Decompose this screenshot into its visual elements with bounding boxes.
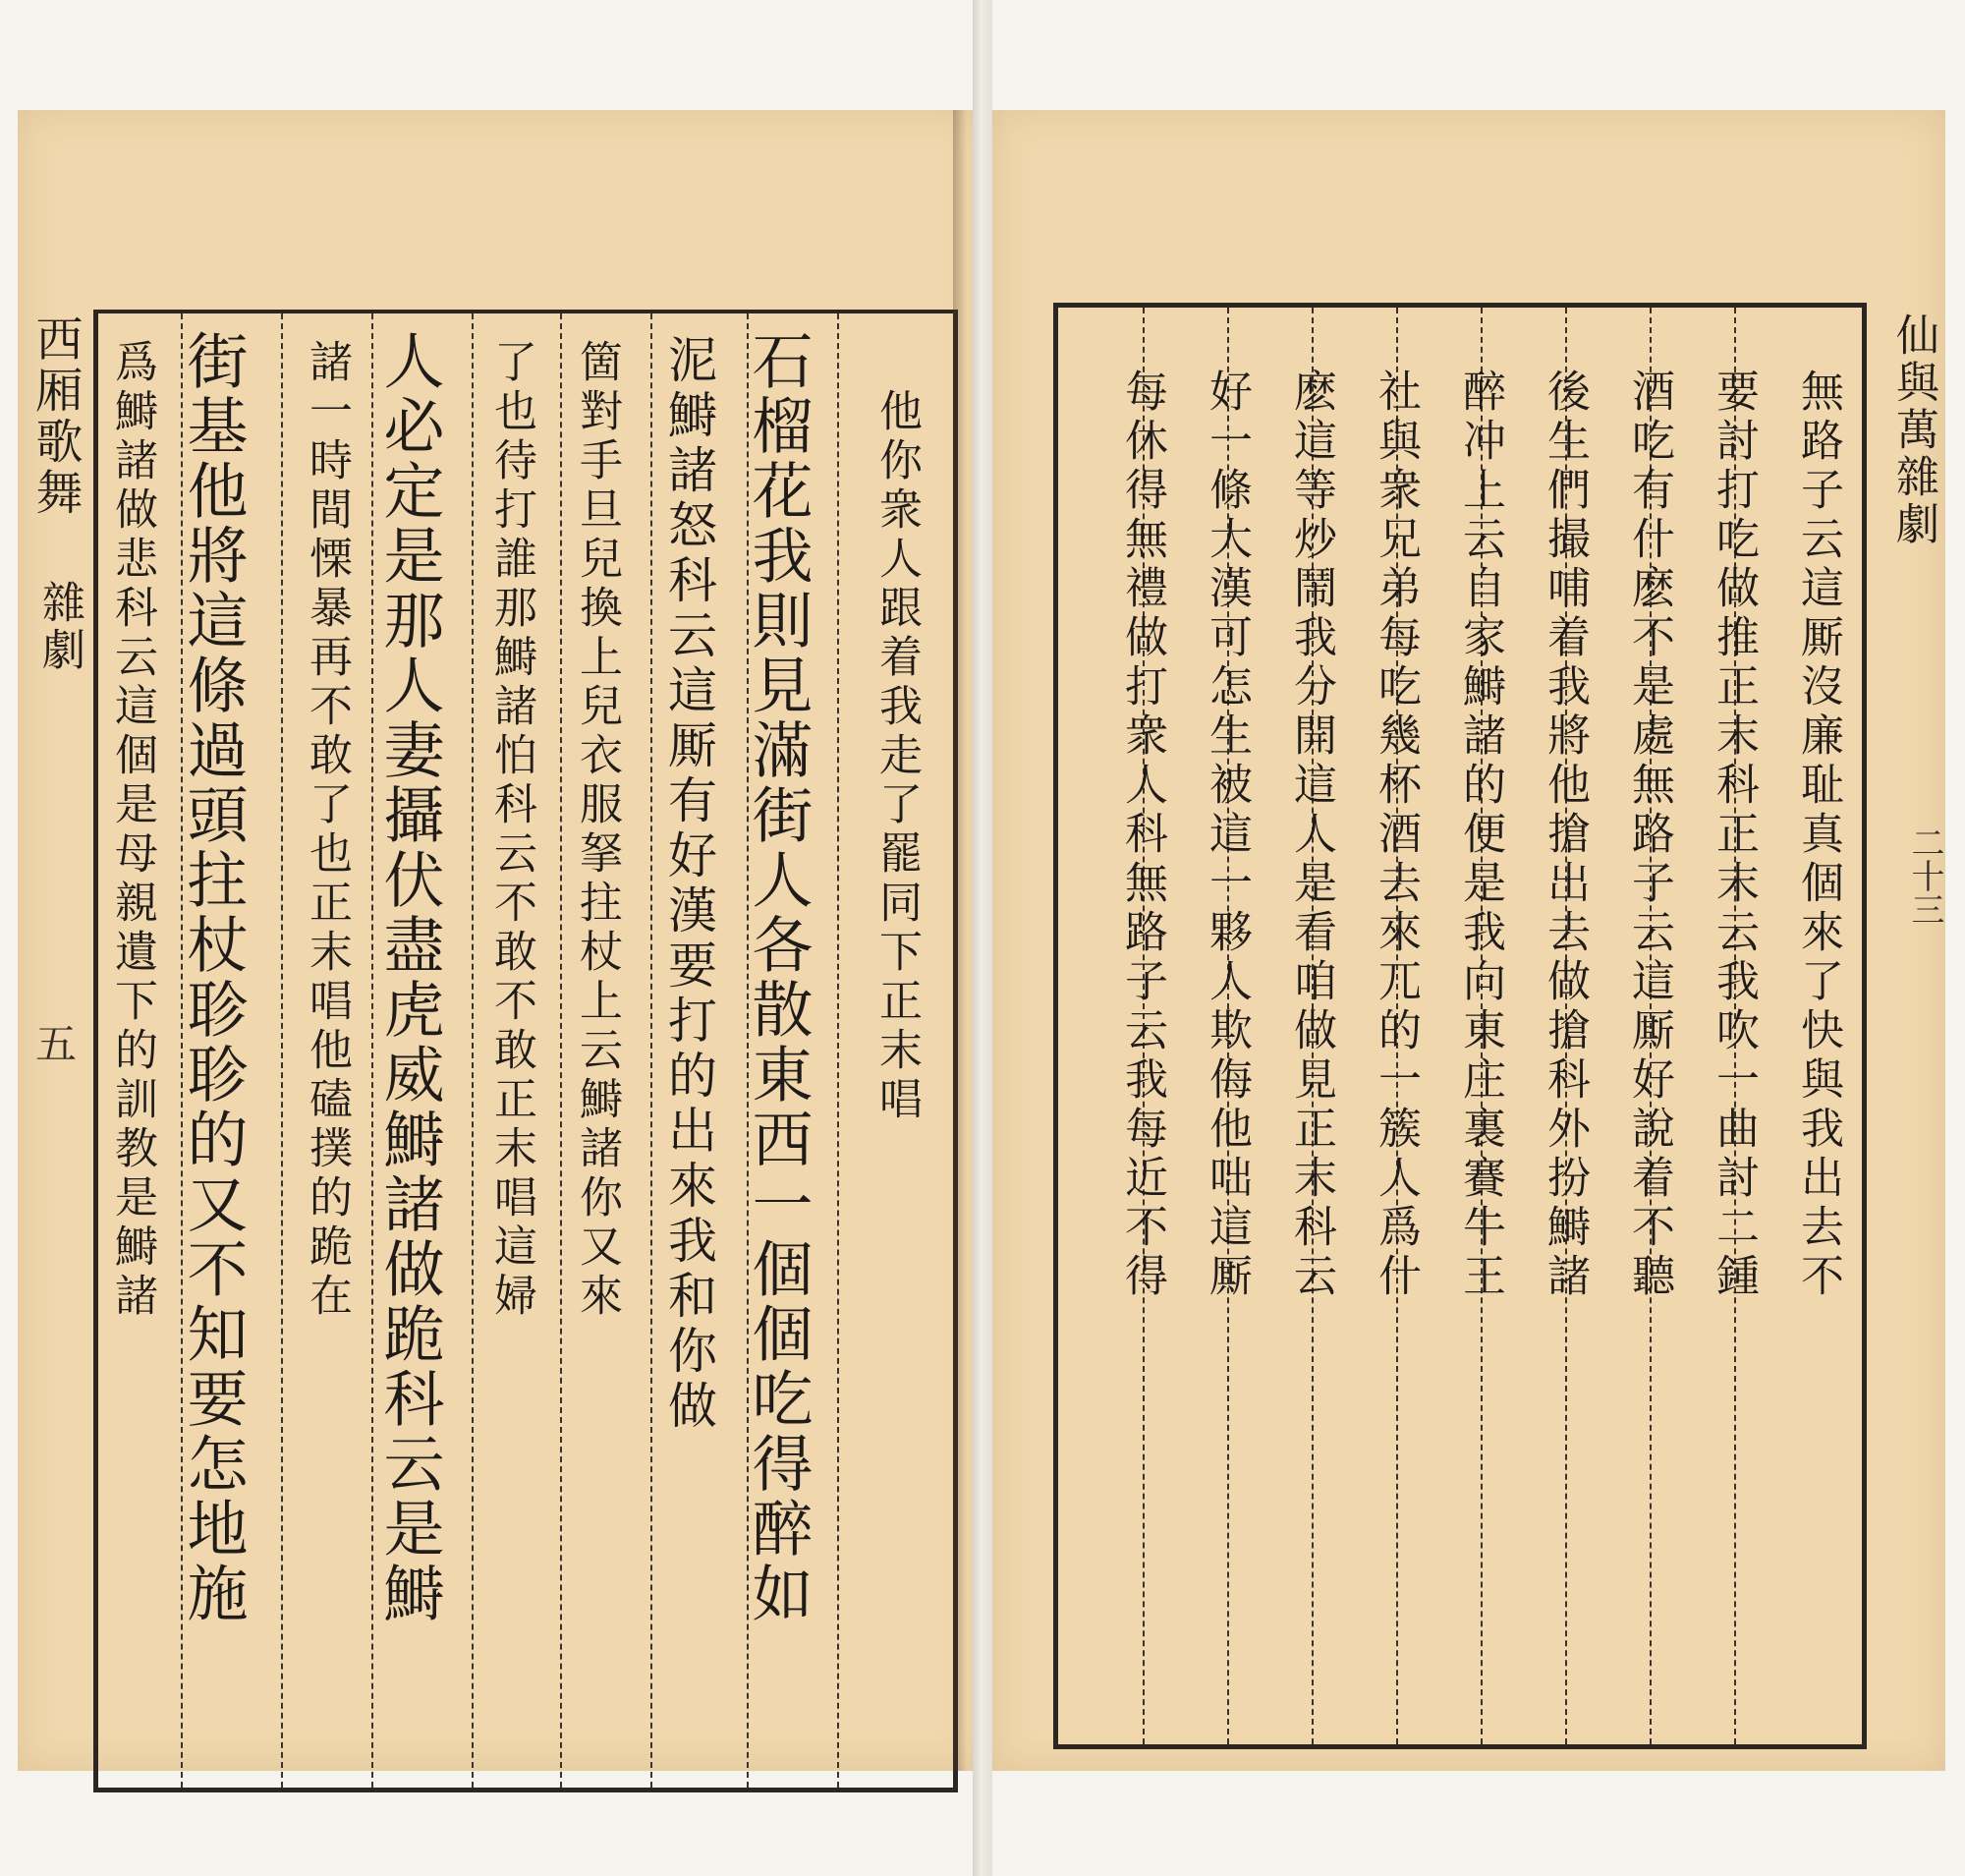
- right-column-2: 要討打吃做推正末科正末云我吹一曲討二鍾: [1709, 369, 1759, 1302]
- book-gutter: [973, 0, 994, 1876]
- right-column-9: 每休得無禮做打衆人科無路子云我每近不得: [1117, 369, 1167, 1302]
- left-column-4: 箇對手旦兒換上兒衣服拏拄杖上云鰣諸你又來: [572, 339, 622, 1322]
- left-margin-title: 西厢歌舞: [28, 314, 83, 519]
- fold-shadow: [953, 110, 967, 1771]
- right-column-5: 醉冲上云自家鰣諸的便是我向東庄裏賽牛王: [1455, 369, 1505, 1302]
- right-folio: 二十三: [1905, 825, 1944, 926]
- right-column-6: 社與衆兄弟每吃幾杯酒去來兀的一簇人爲什: [1371, 369, 1421, 1302]
- left-column-5: 了也待打誰那鰣諸怕科云不敢不敢正末唱這婦: [486, 339, 536, 1322]
- left-column-6: 人必定是那人妻攝伏盡虎威鰣諸做跪科云是鰣: [373, 329, 445, 1626]
- right-column-7: 麽這等炒鬧我分開這人是看咱做見正末科云: [1286, 369, 1336, 1302]
- right-column-8: 好一條大漢可怎生被這一夥人欺侮他咄這厮: [1202, 369, 1252, 1302]
- right-page: [992, 0, 1960, 1876]
- column-rule: [472, 313, 474, 1788]
- left-column-3: 泥鰣諸怒科云這厮有好漢要打的出來我和你做: [660, 334, 717, 1435]
- column-rule: [560, 313, 562, 1788]
- left-column-9: 爲鰣諸做悲科云這個是母親遺下的訓教是鰣諸: [107, 339, 157, 1322]
- left-column-2: 石榴花我則見滿街人各散東西一個個吃得醉如: [742, 329, 814, 1626]
- left-page: [0, 0, 982, 1876]
- right-margin-title: 仙與萬雜劇: [1888, 313, 1938, 548]
- left-column-1: 他你衆人跟着我走了罷同下正末唱: [871, 388, 922, 1125]
- left-column-8: 街基他將這條過頭拄杖聄聄的又不知要怎地施: [177, 329, 249, 1626]
- left-margin-subtitle: 雜劇: [34, 580, 84, 674]
- left-folio: 五: [29, 1022, 78, 1063]
- right-column-3: 酒吃有什麽不是處無路子云這厮好說着不聽: [1624, 369, 1674, 1302]
- right-column-1: 無路子云這厮沒廉耻真個來了快與我出去不: [1793, 369, 1843, 1302]
- column-rule: [837, 313, 839, 1788]
- column-rule: [281, 313, 283, 1788]
- right-column-4: 後生們撮哺着我將他搶出去做搶科外扮鰣諸: [1540, 369, 1590, 1302]
- left-column-7: 諸一時間慄暴再不敢了也正末唱他磕撲的跪在: [302, 339, 352, 1322]
- column-rule: [650, 313, 652, 1788]
